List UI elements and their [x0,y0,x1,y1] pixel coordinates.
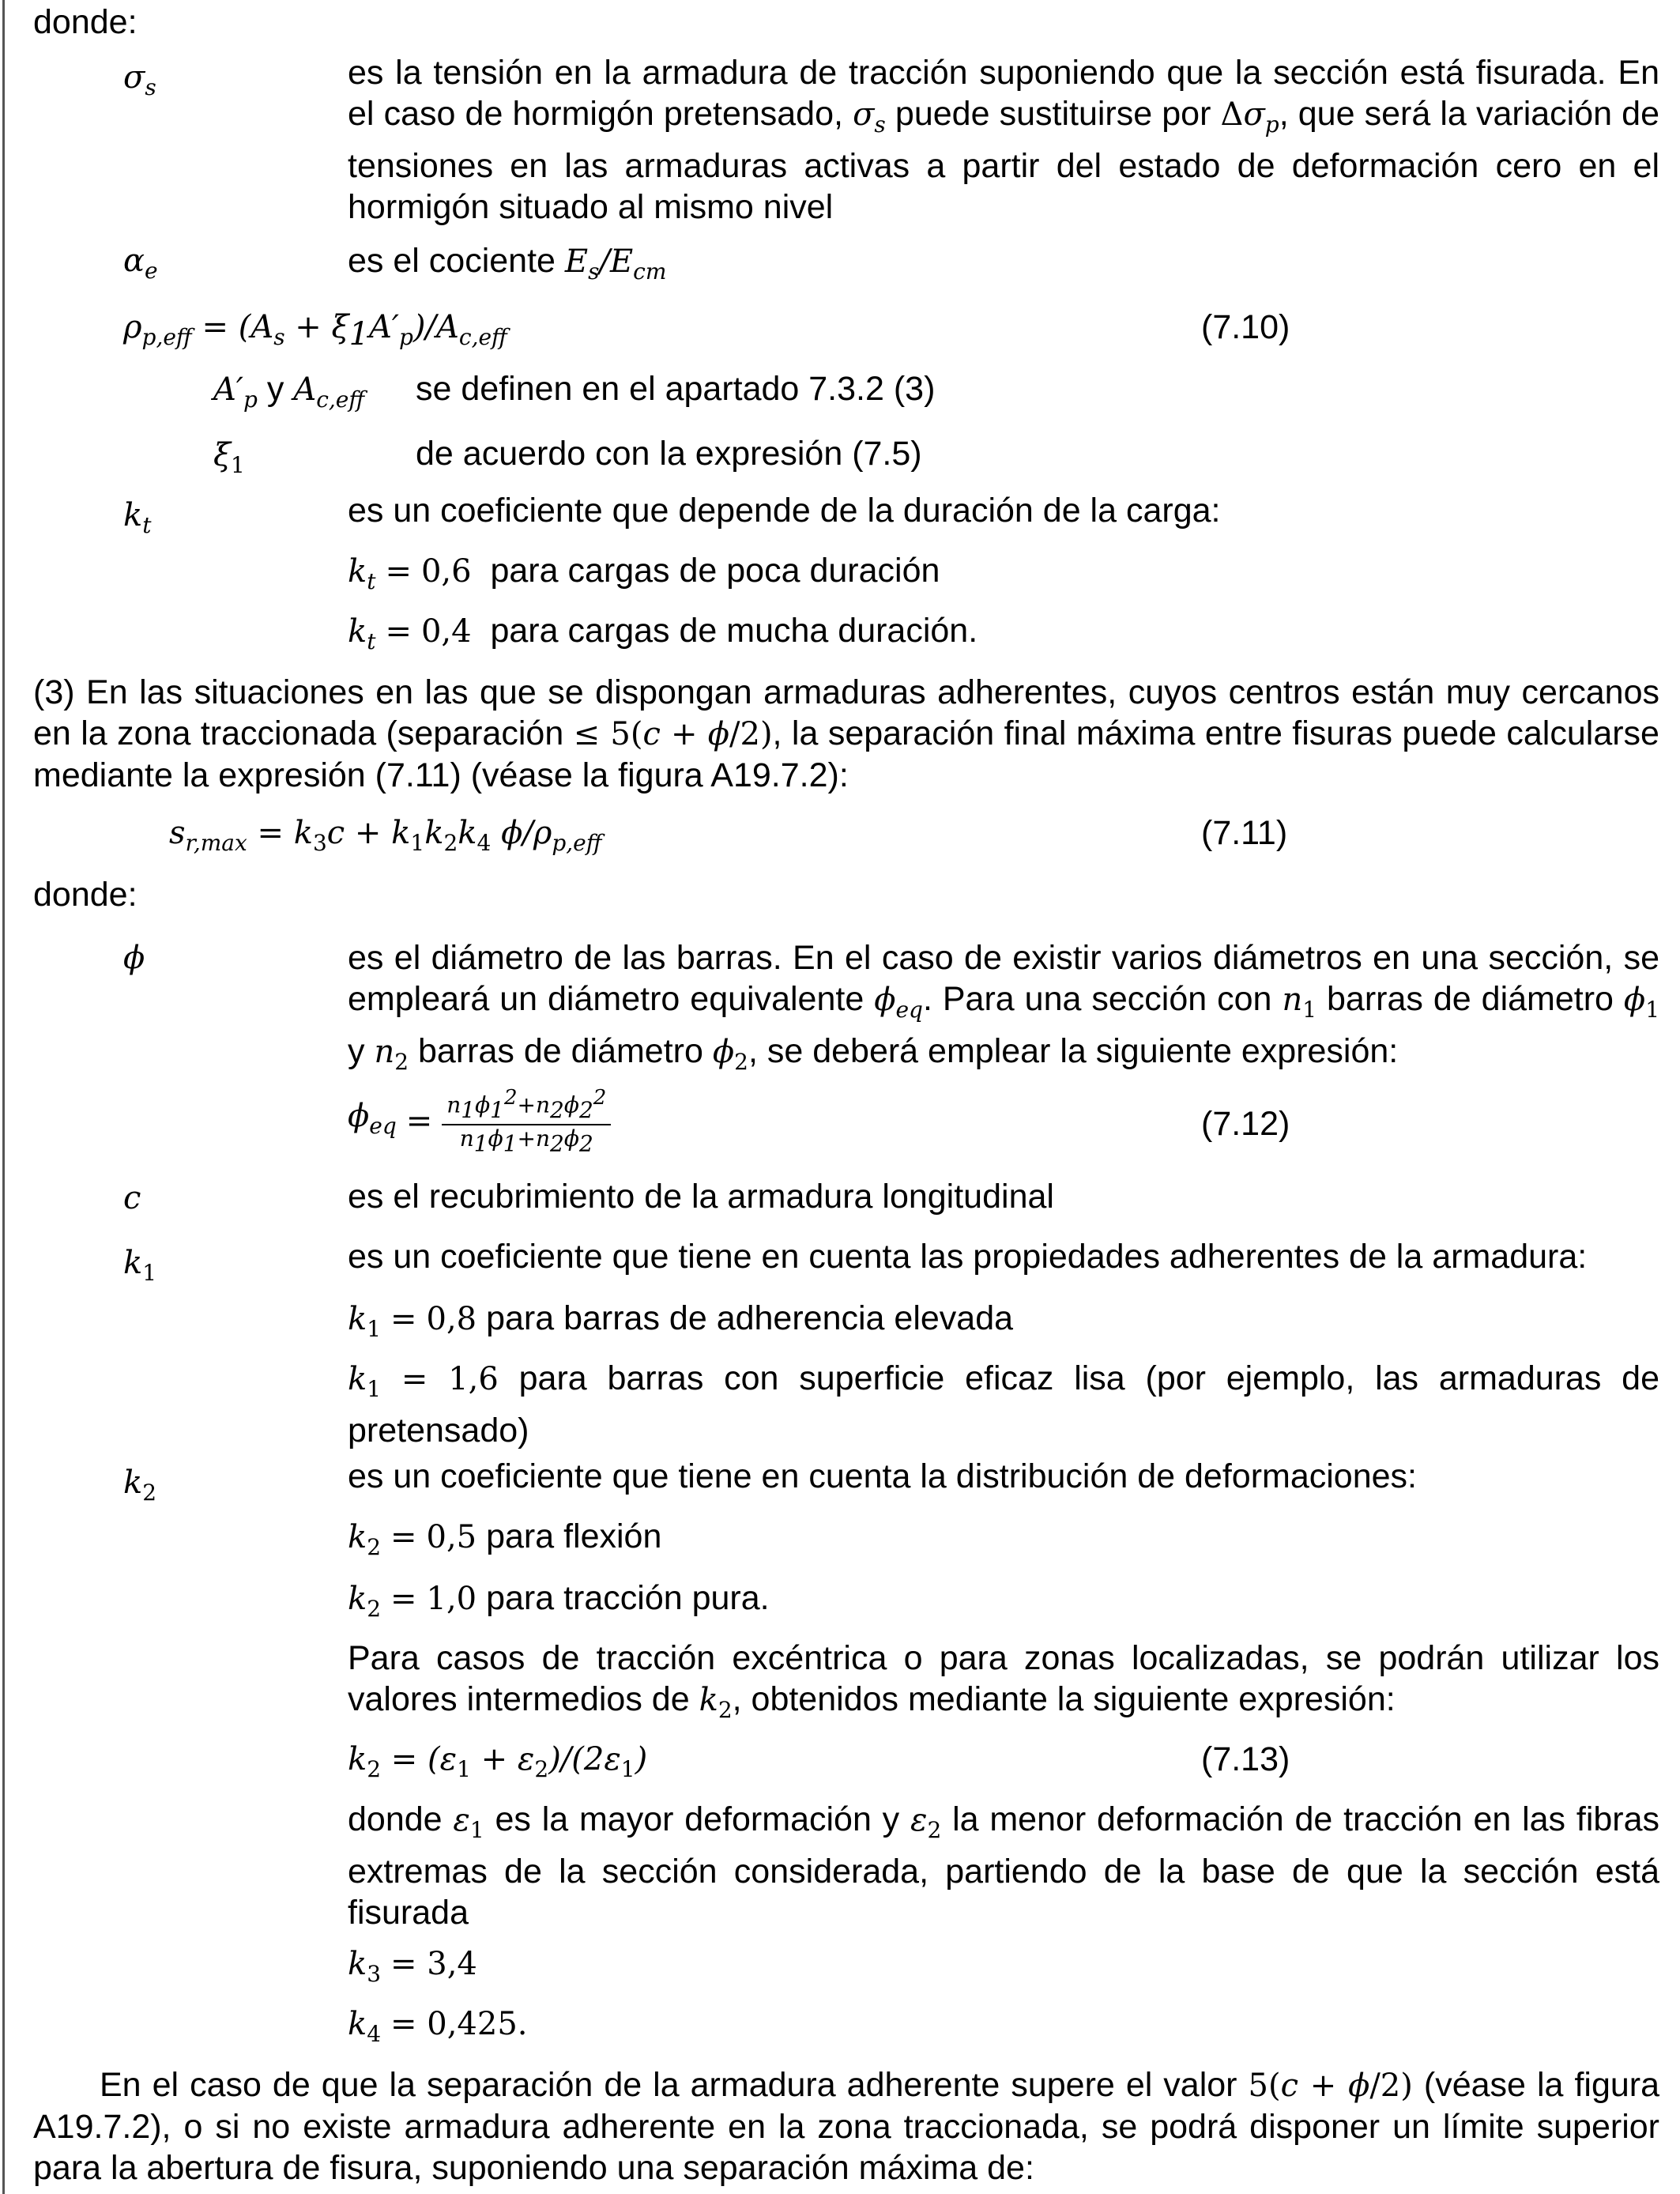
final-paragraph: En el caso de que la separación de la armadura adherente supere el valor 5(c + ϕ/2) (véase la figura A19.7.2), o si no existe armadura adherente en la zona traccionada, se podrá disponer un límite superior para la abertura de fisura, suponiendo una separación máxima de: [33,2066,1660,2187]
xi-1-symbol: $\xi_1$ [213,437,245,478]
xi-1-description: de acuerdo con la expresión (7.5) [416,435,922,473]
donde-label-2: donde: [33,876,137,914]
eq-7-13-formula: $k_2 = (\varepsilon_1 + \varepsilon_2)/(2\varepsilon_1)$ [348,1741,648,1782]
eq-7-12-number: (7.12) [1201,1105,1290,1143]
k2-donde-paragraph: donde $\varepsilon_1$ es la mayor deformación y $\varepsilon_2$ la menor deformación de tracción en las fibras extremas de la sección considerada, partiendo de la base de que la sección está fisurada [348,1800,1660,1932]
k3-value: $k_3 = 3,4$ [348,1946,477,1987]
eq-7-11-formula: $s_{r,max} = k_3c + k_1k_2k_4$ $\phi/\rho_{p,eff}$ [169,815,602,856]
k2-symbol: $k_2$ [123,1465,157,1506]
sigma-s-inline: $\sigma_s$ [853,96,886,138]
kt-description: es un coeficiente que depende de la duración de la carga: [348,492,1221,530]
k2-description: es un coeficiente que tiene en cuenta la distribución de deformaciones: [348,1457,1417,1495]
sigma-s-symbol: $\sigma_s$ [123,59,156,100]
k1-smooth-bars: $k_1 = 1,6$ para barras con superficie eficaz lisa (por ejemplo, las armaduras de pretensado) [348,1359,1659,1449]
eq-7-13-number: (7.13) [1201,1740,1290,1778]
donde-label: donde: [33,3,137,41]
k2-flexion: $k_2 = 0,5$ para flexión [348,1517,662,1560]
k2-intermediate-paragraph: Para casos de tracción excéntrica o para zonas localizadas, se podrán utilizar los valores intermedios de $k_2$, obtenidos mediante la siguiente expresión: [348,1639,1659,1723]
eq-7-10-formula: $\rho_{p,eff} = (A_s + \xi_1A'_p)/A_{c,eff}$ [123,309,507,352]
k2-pure-tension: $k_2 = 1,0$ para tracción pura. [348,1579,770,1622]
sigma-s-description: es la tensión en la armadura de tracción suponiendo que la sección está fisurada. En el caso de hormigón pretensado, $\sigma_s$ puede sustituirse por $\Delta\sigma_p$, que será la variación de tensiones en las armaduras activas a partir del estado de deformación cero en el hormigón situado al mismo nivel [348,54,1659,226]
delta-sigma-p-inline: $\Delta\sigma_p$ [1220,96,1279,138]
alpha-e-symbol: $\alpha_e$ [123,243,158,284]
eq-7-12-formula: $\phi_{eq}$ = $\frac{n_1\phi_1^2+n_2\phi_2^2}{n_1\phi_1+n_2\phi_2}$ [348,1084,611,1158]
left-margin-rule [2,0,5,2194]
kt-long-duration: $k_t = 0,4$ para cargas de mucha duración. [348,612,978,654]
ap-acf-description: se definen en el apartado 7.3.2 (3) [416,370,936,408]
c-symbol: c [123,1180,141,1216]
k1-symbol: $k_1$ [123,1245,157,1286]
ap-acf-symbols: $A'_p$ y $A_{c,eff}$ [213,370,365,413]
eq-7-10-number: (7.10) [1201,308,1290,346]
alpha-e-description: es el cociente $E_s/E_{cm}$ [348,242,667,285]
kt-short-duration: $k_t = 0,6$ para cargas de poca duración [348,552,940,594]
k4-value: $k_4 = 0,425$. [348,2006,528,2047]
separation-inline: ≤ 5(c + ϕ/2) [573,716,773,752]
c-description: es el recubrimiento de la armadura longitudinal [348,1178,1054,1216]
phi-description: es el diámetro de las barras. En el caso de existir varios diámetros en una sección, se empleará un diámetro equivalente $\phi_{eq}$. Para una sección con $n_1$ barras de diámetro $\phi_1$ y $n_2$ barras de diámetro $\phi_2$, se deberá emplear la siguiente expresión: [348,939,1660,1075]
k1-high-bond: $k_1 = 0,8$ para barras de adherencia elevada [348,1299,1014,1342]
k1-description: es un coeficiente que tiene en cuenta las propiedades adherentes de la armadura: [348,1238,1588,1276]
paragraph-3: (3) En las situaciones en las que se dispongan armaduras adherentes, cuyos centros están muy cercanos en la zona traccionada (separación ≤ 5(c + ϕ/2), la separación final máxima entre fisuras puede calcularse mediante la expresión (7.11) (véase la figura A19.7.2): [33,673,1659,794]
eq-7-11-number: (7.11) [1201,814,1288,852]
kt-symbol: $k_t$ [123,497,152,538]
phi-symbol: ϕ [123,940,145,976]
